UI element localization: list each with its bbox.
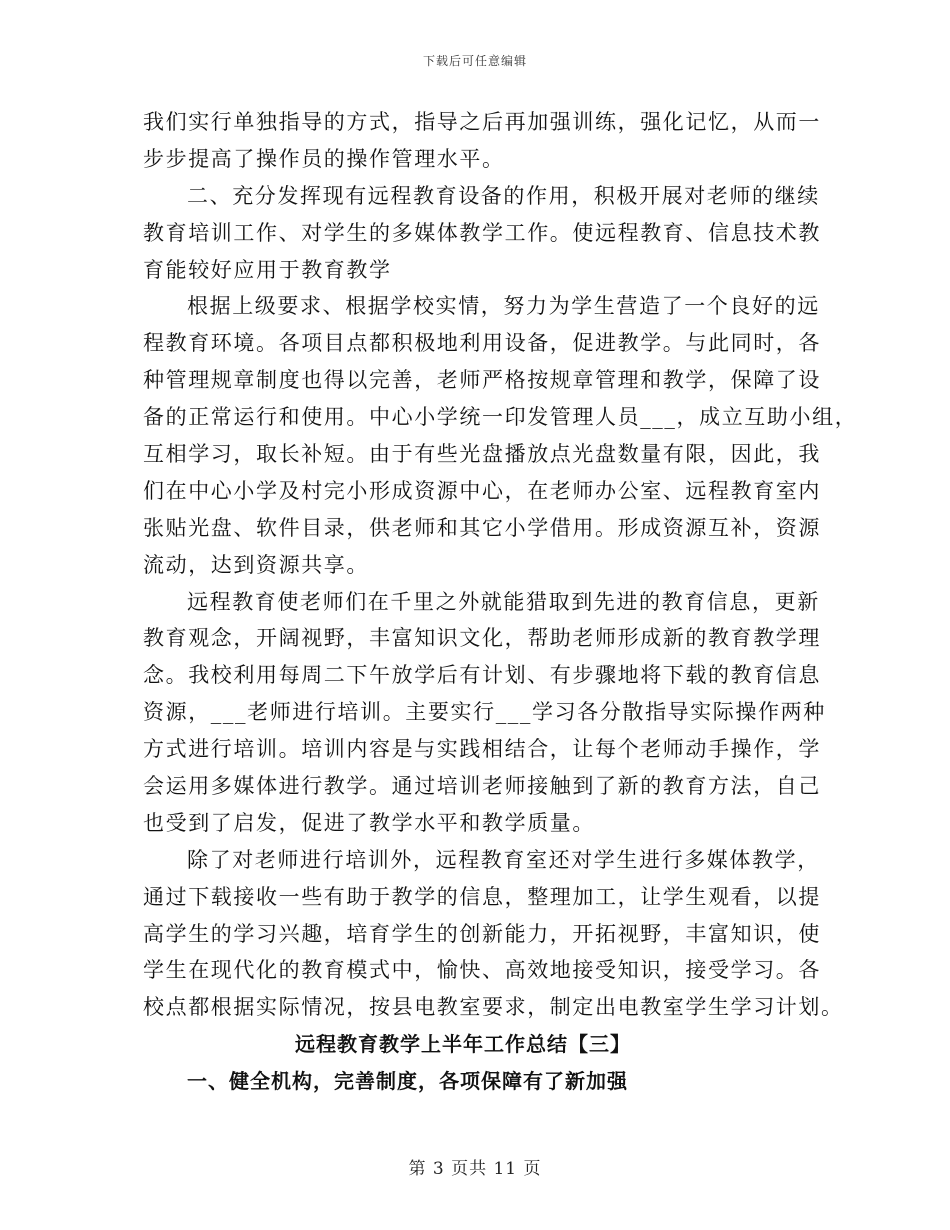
text-line: 程教育环境。各项目点都积极地利用设备，促进教学。与此同时，各 bbox=[143, 331, 821, 356]
text-line: 教育观念，开阔视野，丰富知识文化，帮助老师形成新的教育教学理 bbox=[143, 626, 821, 651]
text-line: 流动，达到资源共享。 bbox=[143, 552, 369, 577]
text-line: 我们实行单独指导的方式，指导之后再加强训练，强化记忆，从而一 bbox=[143, 110, 821, 134]
text-line: 高学生的学习兴趣，培育学生的创新能力，开拓视野，丰富知识，使 bbox=[143, 921, 821, 946]
subsection-heading: 一、健全机构，完善制度，各项保障有了新加强 bbox=[187, 1069, 628, 1094]
text-line: 教育培训工作、对学生的多媒体教学工作。使远程教育、信息技术教 bbox=[143, 220, 821, 245]
text-line: 张贴光盘、软件目录，供老师和其它小学借用。形成资源互补，资源 bbox=[143, 515, 821, 540]
text-line: 育能较好应用于教育教学 bbox=[143, 257, 392, 282]
section-heading: 二、充分发挥现有远程教育设备的作用，积极开展对老师的继续 bbox=[187, 183, 820, 208]
text-line: 种管理规章制度也得以完善，老师严格按规章管理和教学，保障了设 bbox=[143, 368, 821, 393]
text-line: 会运用多媒体进行教学。通过培训老师接触到了新的教育方法，自己 bbox=[143, 774, 821, 799]
document-body bbox=[143, 104, 858, 1100]
text-line: 学生在现代化的教育模式中，愉快、高效地接受知识，接受学习。各 bbox=[143, 958, 821, 983]
text-line: 步步提高了操作员的操作管理水平。 bbox=[143, 146, 505, 171]
text-line: 通过下载接收一些有助于教学的信息，整理加工，让学生观看，以提 bbox=[143, 884, 821, 909]
text-line: 备的正常运行和使用。中心小学统一印发管理人员___，成立互助小组， bbox=[143, 405, 858, 430]
text-line: 念。我校利用每周二下午放学后有计划、有步骤地将下载的教育信息 bbox=[143, 663, 821, 688]
text-line: 也受到了启发，促进了教学水平和教学质量。 bbox=[143, 810, 595, 835]
page-footer: 第 3 页共 11 页 bbox=[408, 1159, 542, 1179]
text-line: 们在中心小学及村完小形成资源中心，在老师办公室、远程教育室内 bbox=[143, 478, 821, 503]
section-title: 远程教育教学上半年工作总结【三】 bbox=[295, 1032, 631, 1057]
text-line: 互相学习，取长补短。由于有些光盘播放点光盘数量有限，因此，我 bbox=[143, 442, 821, 467]
paragraph-start: 远程教育使老师们在千里之外就能猎取到先进的教育信息，更新 bbox=[187, 589, 820, 614]
text-line: 方式进行培训。培训内容是与实践相结合，让每个老师动手操作，学 bbox=[143, 737, 821, 762]
paragraph-start: 除了对老师进行培训外，远程教育室还对学生进行多媒体教学， bbox=[187, 847, 820, 872]
page-header: 下载后可任意编辑 bbox=[422, 54, 527, 68]
paragraph-start: 根据上级要求、根据学校实情，努力为学生营造了一个良好的远 bbox=[187, 294, 820, 319]
text-line: 校点都根据实际情况，按县电教室要求，制定出电教室学生学习计划。 bbox=[143, 995, 844, 1020]
text-line: 资源，___老师进行培训。主要实行___学习各分散指导实际操作两种 bbox=[143, 700, 826, 725]
